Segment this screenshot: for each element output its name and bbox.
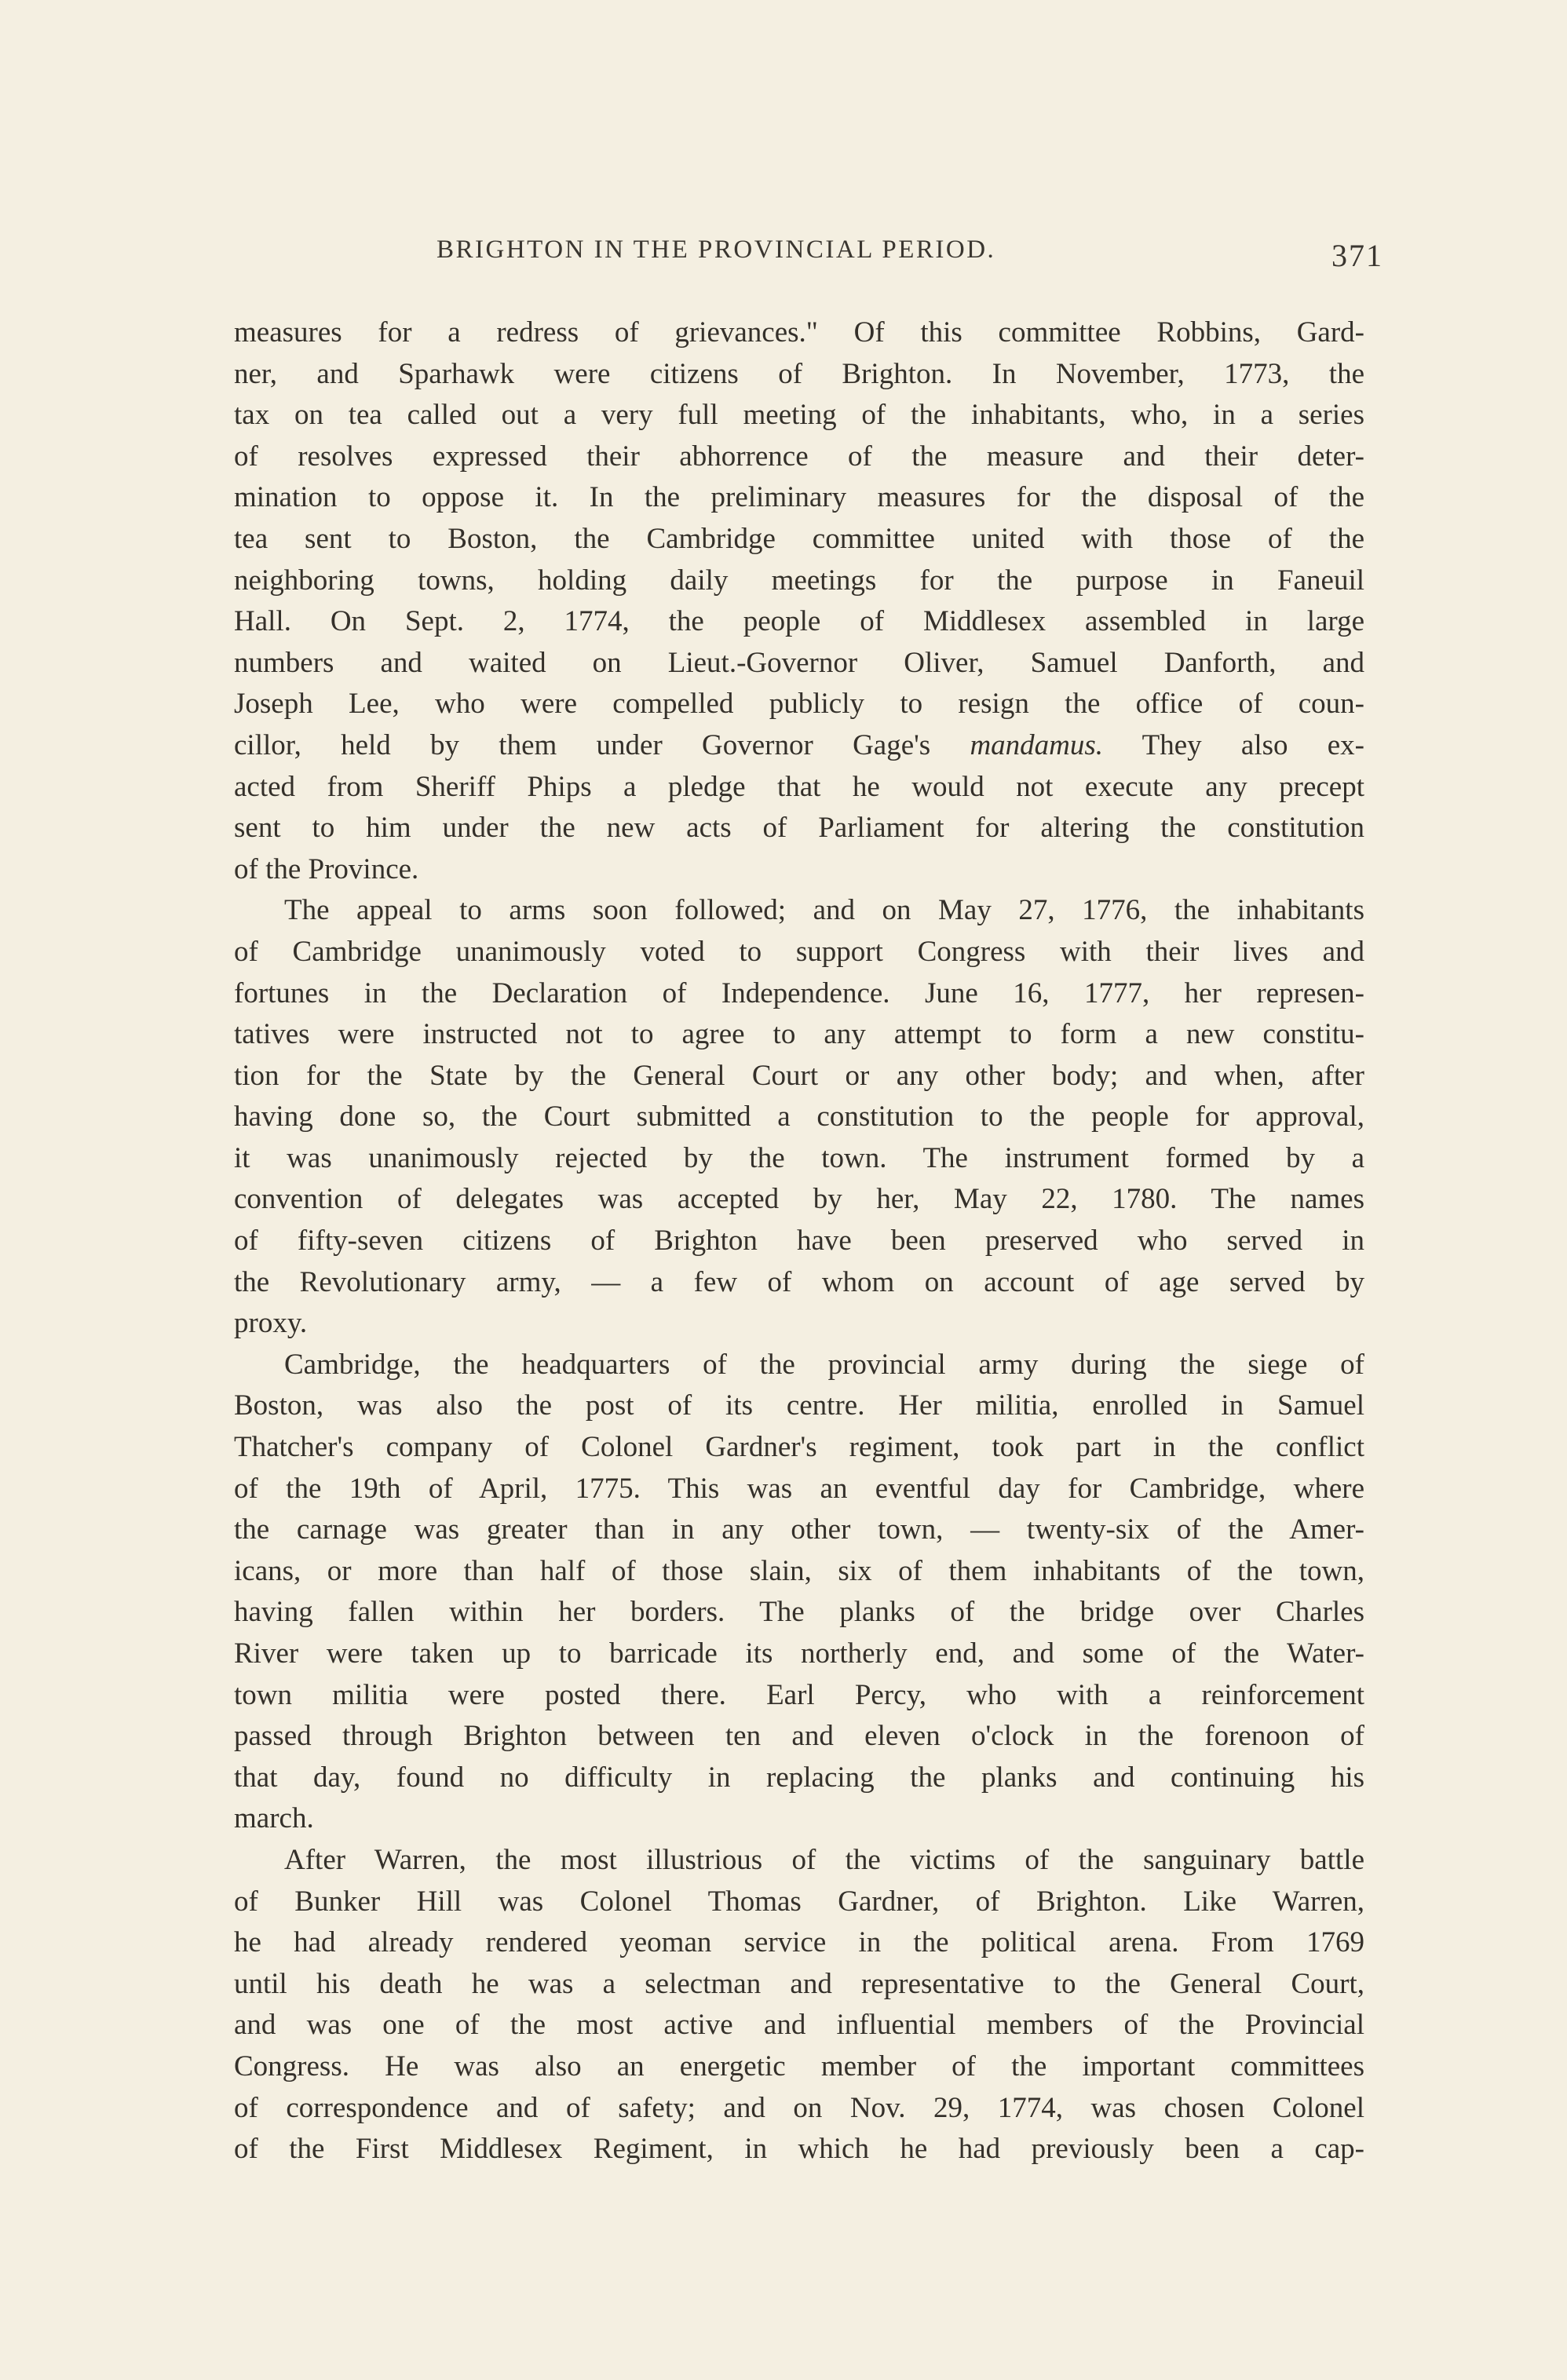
text-line: of the First Middlesex Regiment, in which he had previously been a cap- xyxy=(234,2133,1364,2166)
paragraph-2 xyxy=(234,890,1364,1345)
paragraph-1 xyxy=(234,312,1364,890)
text-line: of resolves expressed their abhorrence of the measure and their deter- xyxy=(234,440,1364,473)
text-line: having fallen within her borders. The planks of the bridge over Charles xyxy=(234,1596,1364,1629)
text-line: of correspondence and of safety; and on Nov. 29, 1774, was chosen Colonel xyxy=(234,2091,1364,2124)
running-header: BRIGHTON IN THE PROVINCIAL PERIOD. xyxy=(436,235,996,264)
text-line: sent to him under the new acts of Parliament for altering the constitution xyxy=(234,812,1364,845)
text-line: of Cambridge unanimously voted to support Congress with their lives and xyxy=(234,935,1364,968)
text-line: neighboring towns, holding daily meetings for the purpose in Faneuil xyxy=(234,564,1364,597)
text-line: of fifty-seven citizens of Brighton have been preserved who served in xyxy=(234,1225,1364,1258)
text-line: After Warren, the most illustrious of the victims of the sanguinary battle xyxy=(284,1843,1364,1876)
paragraph-3 xyxy=(234,1345,1364,1840)
text-line: of Bunker Hill was Colonel Thomas Gardner, of Brighton. Like Warren, xyxy=(234,1885,1364,1918)
text-line: convention of delegates was accepted by her, May 22, 1780. The names xyxy=(234,1183,1364,1216)
text-line: numbers and waited on Lieut.-Governor Oliver, Samuel Danforth, and xyxy=(234,646,1364,679)
text-line: Thatcher's company of Colonel Gardner's regiment, took part in the conflict xyxy=(234,1431,1364,1464)
text-line: it was unanimously rejected by the town. The instrument formed by a xyxy=(234,1141,1364,1174)
italic-word: mandamus. xyxy=(970,728,1104,761)
text-line: he had already rendered yeoman service in the political arena. From 1769 xyxy=(234,1926,1364,1959)
text-line: proxy. xyxy=(234,1307,308,1340)
text-line-with-italic xyxy=(234,725,1364,767)
text-segment: They also ex- xyxy=(1103,728,1364,761)
text-line: march. xyxy=(234,1802,314,1835)
text-line: Boston, was also the post of its centre. Her militia, enrolled in Samuel xyxy=(234,1389,1364,1422)
text-line: of the Province. xyxy=(234,852,419,885)
text-line: ner, and Sparhawk were citizens of Brighton. In November, 1773, the xyxy=(234,357,1364,390)
text-line: The appeal to arms soon followed; and on May 27, 1776, the inhabitants xyxy=(284,894,1364,927)
text-line: having done so, the Court submitted a constitution to the people for approval, xyxy=(234,1101,1364,1133)
text-line: tea sent to Boston, the Cambridge committee united with those of the xyxy=(234,522,1364,555)
text-line: tax on tea called out a very full meeting of the inhabitants, who, in a series xyxy=(234,399,1364,432)
text-line: tion for the State by the General Court or any other body; and when, after xyxy=(234,1059,1364,1092)
body-text xyxy=(234,312,1364,2170)
text-line: passed through Brighton between ten and eleven o'clock in the forenoon of xyxy=(234,1720,1364,1753)
text-line: River were taken up to barricade its northerly end, and some of the Water- xyxy=(234,1637,1364,1670)
text-line: Hall. On Sept. 2, 1774, the people of Middlesex assembled in large xyxy=(234,605,1364,638)
text-line: tatives were instructed not to agree to any attempt to form a new constitu- xyxy=(234,1018,1364,1051)
text-line: that day, found no difficulty in replacing the planks and continuing his xyxy=(234,1761,1364,1794)
text-line: of the 19th of April, 1775. This was an eventful day for Cambridge, where xyxy=(234,1472,1364,1505)
text-line: Congress. He was also an energetic member of the important committees xyxy=(234,2050,1364,2082)
text-line: town militia were posted there. Earl Percy, who with a reinforcement xyxy=(234,1678,1364,1711)
text-line: icans, or more than half of those slain, six of them inhabitants of the town, xyxy=(234,1554,1364,1587)
text-line: and was one of the most active and influential members of the Provincial xyxy=(234,2009,1364,2042)
text-line: Joseph Lee, who were compelled publicly to resign the office of coun- xyxy=(234,688,1364,721)
page-number: 371 xyxy=(1331,238,1383,273)
text-line: measures for a redress of grievances." Of this committee Robbins, Gard- xyxy=(234,316,1364,349)
text-line: acted from Sheriff Phips a pledge that he would not execute any precept xyxy=(234,770,1364,803)
text-line: the Revolutionary army, — a few of whom on account of age served by xyxy=(234,1265,1364,1298)
text-segment: cillor, held by them under Governor Gage's xyxy=(234,728,970,761)
text-line: until his death he was a selectman and representative to the General Court, xyxy=(234,1967,1364,2000)
paragraph-4 xyxy=(234,1840,1364,2170)
text-line: mination to oppose it. In the preliminary measures for the disposal of the xyxy=(234,481,1364,514)
text-line: the carnage was greater than in any other town, — twenty-six of the Amer- xyxy=(234,1513,1364,1546)
text-line: fortunes in the Declaration of Independence. June 16, 1777, her represen- xyxy=(234,976,1364,1009)
text-line: Cambridge, the headquarters of the provincial army during the siege of xyxy=(284,1348,1364,1381)
